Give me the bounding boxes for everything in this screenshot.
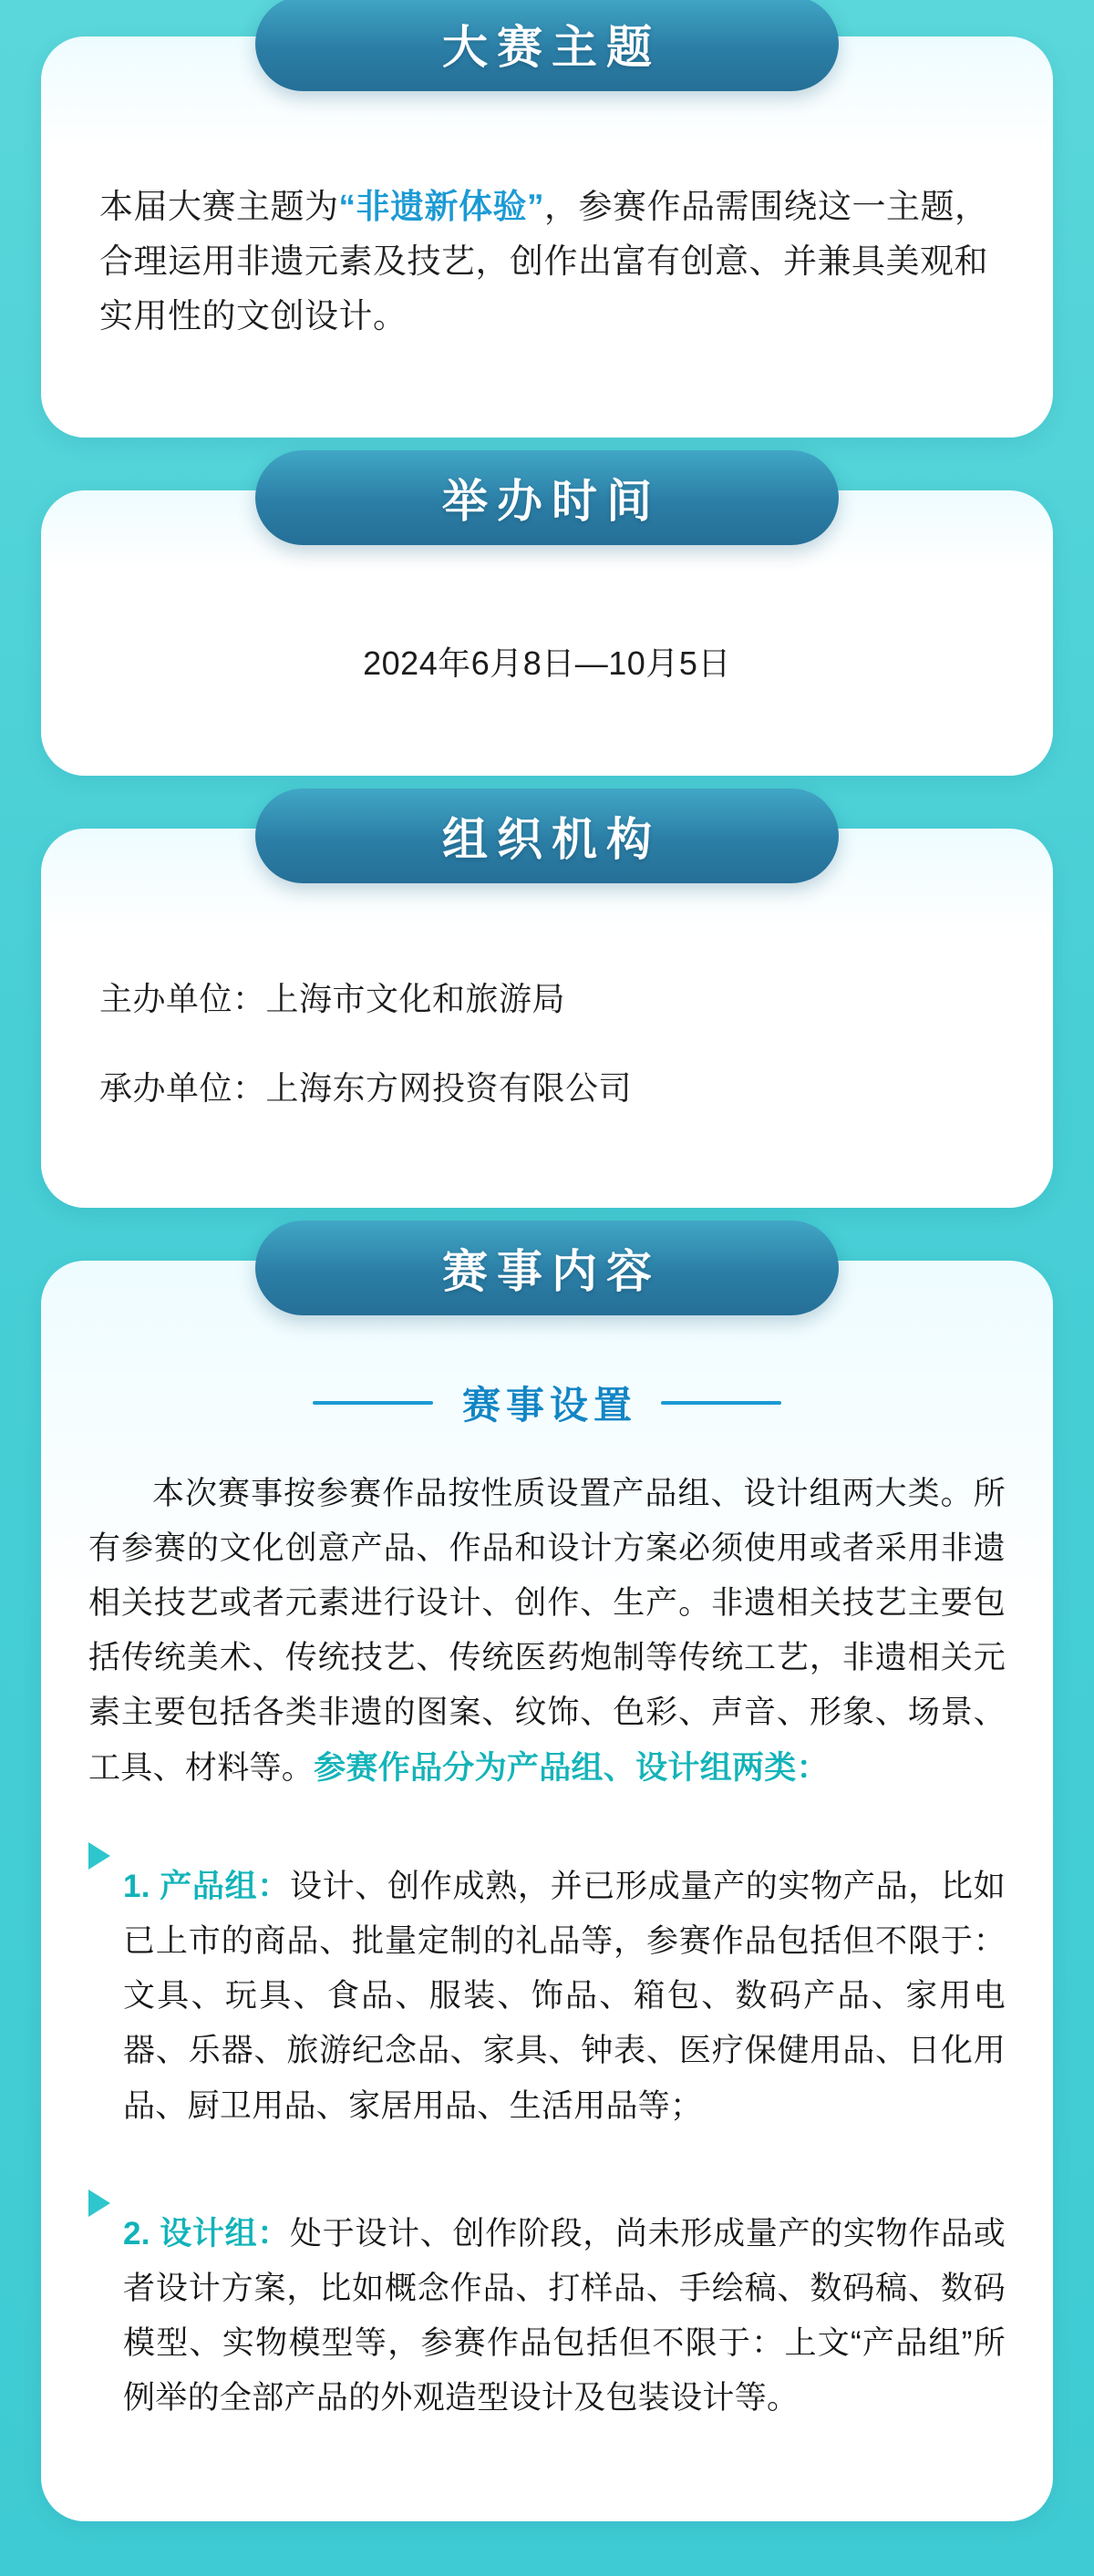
subheading-contest-setup <box>88 1376 1006 1430</box>
contest-setup-paragraph <box>88 1467 1006 1796</box>
organizer-line: 主办单位：上海市文化和旅游局 <box>99 979 566 1017</box>
triangle-bullet-icon <box>88 1842 110 1870</box>
product-group-item <box>123 1860 1006 2134</box>
section-title-pill-contest-content <box>255 1221 839 1315</box>
section-title-contest-content: 赛事内容 <box>442 1245 661 1297</box>
section-time <box>41 475 1053 776</box>
design-group-label: 2. 设计组： <box>123 2215 291 2251</box>
theme-card <box>41 36 1053 438</box>
section-title-pill-theme <box>255 0 839 91</box>
section-theme <box>41 22 1053 438</box>
list-item <box>88 1828 1006 2166</box>
subheading-label: 赛事设置 <box>461 1383 637 1427</box>
theme-paragraph-suffix: ，参赛作品需围绕这一主题，合理运用非遗元素及技艺，创作出富有创意、并兼具美观和实用性的文创设计。 <box>99 188 989 335</box>
theme-paragraph-highlight: “非遗新体验” <box>338 188 544 225</box>
section-title-time: 举办时间 <box>442 475 661 527</box>
time-value: 2024年6月8日—10月5日 <box>363 644 731 682</box>
theme-paragraph <box>99 180 995 344</box>
product-group-label: 1. 产品组： <box>123 1868 291 1904</box>
contest-setup-paragraph-highlight: 参赛作品分为产品组、设计组两类： <box>314 1749 829 1786</box>
triangle-bullet-icon <box>88 2190 110 2217</box>
contest-content-card <box>41 1261 1053 2522</box>
undertaker-line: 承办单位：上海东方网投资有限公司 <box>99 1068 633 1107</box>
divider-left <box>313 1401 433 1405</box>
design-group-text: 处于设计、创作阶段，尚未形成量产的实物作品或者设计方案，比如概念作品、打样品、手绘稿、数码稿、数码模型、实物模型等，参赛作品包括但不限于：上文“产品组”所例举的全部产品的外观造型设计及包装设计等。 <box>123 2215 1006 2416</box>
organization-card <box>41 829 1053 1208</box>
section-title-organization: 组织机构 <box>442 813 661 865</box>
list-item <box>88 2175 1006 2458</box>
contest-setup-paragraph-main: 本次赛事按参赛作品按性质设置产品组、设计组两大类。所有参赛的文化创意产品、作品和设计方案必须使用或者采用非遗相关技艺或者元素进行设计、创作、生产。非遗相关技艺主要包括传统美术、传统技艺、传统医药炮制等传统工艺，非遗相关元素主要包括各类非遗的图案、纹饰、色彩、声音、形象、场景、工具、材料等。 <box>88 1475 1006 1786</box>
divider-right <box>661 1401 781 1405</box>
product-group-text: 设计、创作成熟，并已形成量产的实物产品，比如已上市的商品、批量定制的礼品等，参赛作品包括但不限于：文具、玩具、食品、服装、饰品、箱包、数码产品、家用电器、乐器、旅游纪念品、家具、钟表、医疗保健用品、日化用品、厨卫用品、家居用品、生活用品等； <box>123 1868 1006 2124</box>
section-title-theme: 大赛主题 <box>442 22 661 73</box>
section-organization <box>41 813 1053 1208</box>
section-contest-content <box>41 1245 1053 2522</box>
theme-paragraph-prefix: 本届大赛主题为 <box>99 188 339 225</box>
contest-group-list <box>88 1828 1006 2458</box>
section-title-pill-time <box>255 450 839 545</box>
design-group-item <box>123 2207 1006 2427</box>
section-title-pill-organization <box>255 788 839 883</box>
